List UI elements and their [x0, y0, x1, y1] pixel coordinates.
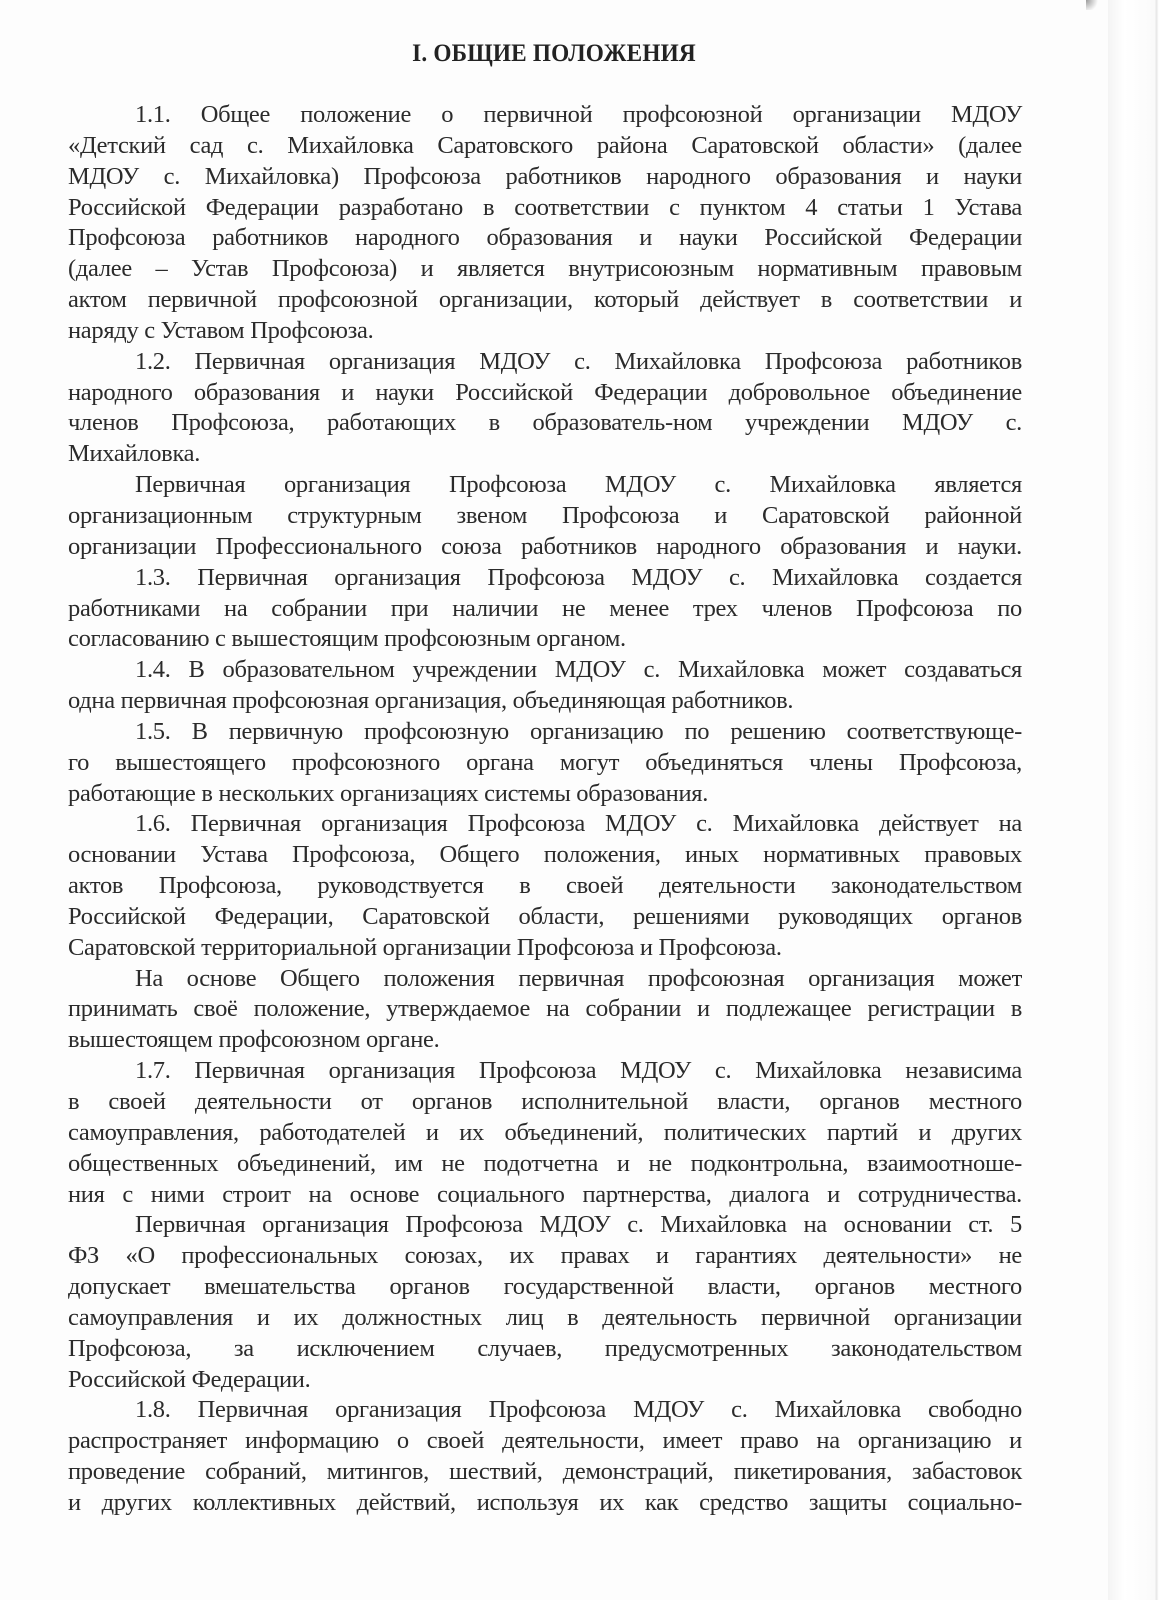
- text-line: распространяет информацию о своей деятельности, имеет право на организацию и: [68, 1427, 1022, 1455]
- text-line: наряду с Уставом Профсоюза.: [68, 316, 374, 344]
- text-line: одна первичная профсоюзная организация, объединяющая работников.: [68, 687, 794, 715]
- text-line: допускает вмешательства органов государственной власти, органов местного: [68, 1273, 1022, 1301]
- text-line: 1.1. Общее положение о первичной профсоюзной организации МДОУ: [135, 101, 1022, 128]
- text-line: ния с ними строит на основе социального партнерства, диалога и сотрудничества.: [68, 1180, 1022, 1208]
- text-line: 1.2. Первичная организация МДОУ с. Михайловка Профсоюза работников: [135, 347, 1022, 375]
- text-line: Первичная организация Профсоюза МДОУ с. Михайловка является: [135, 471, 1022, 499]
- text-line: организации Профессионального союза работников народного образования и науки.: [68, 532, 1022, 560]
- text-line: «Детский сад с. Михайловка Саратовского района Саратовской области» (далее: [68, 131, 1022, 159]
- text-line: и других коллективных действий, используя их как средство защиты социально-: [68, 1488, 1022, 1516]
- text-line: членов Профсоюза, работающих в образователь-ном учреждении МДОУ с.: [68, 409, 1022, 437]
- document-body: [68, 100, 1022, 1519]
- text-line: принимать своё положение, утверждаемое на собрании и подлежащее регистрации в: [68, 995, 1022, 1023]
- text-line: МДОУ с. Михайловка) Профсоюза работников народного образования и науки: [68, 162, 1022, 190]
- text-line: проведение собраний, митингов, шествий, демонстраций, пикетирования, забастовок: [68, 1458, 1022, 1486]
- text-line: работающие в нескольких организациях системы образования.: [68, 779, 709, 807]
- text-line: Профсоюза работников народного образования и науки Российской Федерации: [68, 224, 1022, 252]
- text-line: Российской Федерации разработано в соответствии с пунктом 4 статьи 1 Устава: [68, 193, 1022, 221]
- text-line: работниками на собрании при наличии не менее трех членов Профсоюза по: [68, 594, 1022, 622]
- text-line: 1.6. Первичная организация Профсоюза МДОУ с. Михайловка действует на: [135, 810, 1022, 838]
- text-line: актов Профсоюза, руководствуется в своей деятельности законодательством: [68, 872, 1022, 900]
- text-line: Первичная организация Профсоюза МДОУ с. Михайловка на основании ст. 5: [135, 1211, 1022, 1239]
- text-line: в своей деятельности от органов исполнительной власти, органов местного: [68, 1088, 1022, 1115]
- text-line: вышестоящем профсоюзном органе.: [68, 1026, 440, 1054]
- text-line: согласованию с вышестоящим профсоюзным органом.: [68, 625, 626, 653]
- text-line: основании Устава Профсоюза, Общего положения, иных нормативных правовых: [68, 841, 1022, 869]
- text-line: Михайловка.: [68, 440, 201, 468]
- page-edge: [1108, 0, 1163, 1600]
- text-line: ФЗ «О профессиональных союзах, их правах и гарантиях деятельности» не: [68, 1242, 1022, 1270]
- text-line: самоуправления, работодателей и их объединений, политических партий и других: [68, 1118, 1022, 1146]
- text-line: народного образования и науки Российской Федерации добровольное объединение: [68, 378, 1022, 406]
- text-line: 1.7. Первичная организация Профсоюза МДОУ с. Михайловка независима: [135, 1057, 1022, 1085]
- text-line: Российской Федерации.: [68, 1365, 311, 1393]
- text-line: 1.3. Первичная организация Профсоюза МДОУ с. Михайловка создается: [135, 563, 1022, 591]
- text-line: общественных объединений, им не подотчетна и не подконтрольна, взаимоотноше-: [68, 1149, 1022, 1177]
- text-line: На основе Общего положения первичная профсоюзная организация может: [135, 964, 1022, 992]
- text-line: 1.5. В первичную профсоюзную организацию по решению соответствующе-: [135, 717, 1022, 745]
- text-line: Российской Федерации, Саратовской области, решениями руководящих органов: [68, 902, 1022, 930]
- text-line: 1.4. В образовательном учреждении МДОУ с. Михайловка может создаваться: [135, 656, 1022, 684]
- text-line: (далее – Устав Профсоюза) и является внутрисоюзным нормативным правовым: [68, 255, 1022, 283]
- text-line: самоуправления и их должностных лиц в деятельность первичной организации: [68, 1303, 1022, 1331]
- text-line: актом первичной профсоюзной организации, который действует в соответствии и: [68, 286, 1022, 314]
- scan-corner-shadow: [1086, 0, 1100, 10]
- text-line: 1.8. Первичная организация Профсоюза МДОУ с. Михайловка свободно: [135, 1396, 1022, 1424]
- text-line: Саратовской территориальной организации Профсоюза и Профсоюза.: [68, 933, 782, 961]
- text-line: Профсоюза, за исключением случаев, предусмотренных законодательством: [68, 1334, 1022, 1362]
- text-line: организационным структурным звеном Профсоюза и Саратовской районной: [68, 501, 1022, 529]
- section-title: I. ОБЩИЕ ПОЛОЖЕНИЯ: [412, 40, 696, 67]
- text-line: го вышестоящего профсоюзного органа могут объединяться члены Профсоюза,: [68, 748, 1022, 776]
